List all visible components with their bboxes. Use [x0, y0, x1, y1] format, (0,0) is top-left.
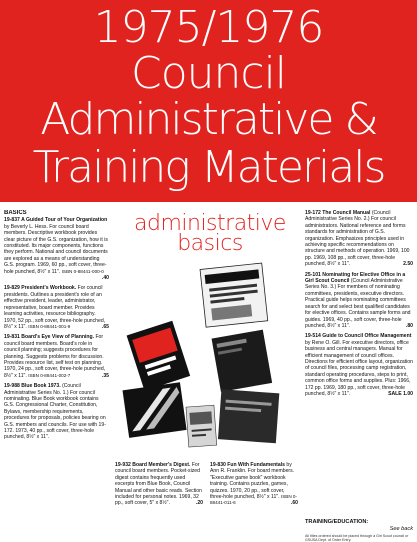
footnote: All titles ordered should be placed through a Girl Scout council or GSUSA Dept. of Order Entry.	[305, 534, 409, 542]
basics-title-line2: basics	[177, 231, 243, 256]
list-item	[305, 272, 413, 330]
section-heading: BASICS	[4, 210, 27, 216]
header-training: Training Materials	[32, 142, 385, 193]
list-item	[4, 334, 109, 379]
basics-title-line1: administrative	[134, 211, 286, 236]
middle-column	[115, 210, 300, 540]
entry-body: by Rene O. Gill. For executive directors, office business and central managers. Manual for efficient management of council offices. Directions for efficient office layout, organization of council files, processing camp registration, standard operating procedures, steps to print, common office forms and supplies. Plus: 1966, 172 pp. 1969, 180 pp., soft cover, three-hole punched, 8½" x 11".	[305, 339, 413, 397]
left-column	[4, 210, 109, 540]
publications-photo	[115, 256, 300, 461]
entry-title: 19-831 Board's Eye View of Planning.	[4, 334, 95, 341]
header-council: Council	[130, 48, 287, 99]
middle-listings	[115, 462, 300, 540]
entry-price: .35	[101, 372, 109, 379]
entry-body: (Council Administrative Series No. 3.) For members of nominating committees, presidents, executive directors. Practical guide helps nominating committees search for and select best qualified candidates for elective offices. Contains sample forms and guides. 1969, 40 pp., soft cover, three-hole punched, 8½" x 11".	[305, 278, 411, 329]
entry-body: (Council Administrative Series No. 2.) For council administrators. National reference and forms standards for administration of G.S. organization. Emphasizes principles used in achieving specific recommendations on structure and methods of operation. 1969, 100 pp. 1969, 108 pp., soft cover, three-hole punched, 8½" x 11".	[305, 210, 410, 268]
entry-body: (Council Administrative Series No. 1.) For council nominating. Blue Book workbook contains G.S. Congressional Charter, Constitution, Bylaws, membership requirements, procedures for proposals, policies bearing on G.S. members and councils. For use with 19-172. 1973, 40 pp., soft cover, three-hole punched, 8½" x 11".	[4, 383, 106, 441]
entry-body: For council board members. Pocket-sized digest contains frequently used excerpts from Blue Book, Council Manual and other basic reads. Section included for personal notes. 1969, 32 pp., soft cover, 5" x 8½".	[115, 462, 202, 507]
entry-title: 19-830 Fun With Fundamentals	[210, 462, 285, 468]
entry-price: .20	[195, 500, 203, 507]
entry-body: by Beverly L. Hess. For council board members. Descriptive workbook provides clear picture of the G.S. organization, how it is constituted. Its major components, functions they perform. National and council documents are explored as a means of understanding G.S. program. 1969, 60 pp., soft cover, three-hole punched, 8½" x 11".	[4, 223, 108, 275]
entry-code: ISBN 0-88441-000-0	[61, 268, 104, 274]
entry-title: 19-837 A Guided Tour of Your Organization	[4, 217, 108, 224]
header-year: 1975/1976	[93, 2, 324, 53]
entry-title: 19-932 Board Member's Digest.	[115, 462, 191, 468]
header-administrative: Administrative &	[40, 94, 377, 145]
training-note	[305, 519, 413, 532]
list-item	[115, 462, 203, 540]
list-item	[4, 217, 109, 281]
entry-price: .80	[405, 322, 413, 329]
header-banner	[0, 0, 417, 202]
entry-title: 25-101 Nominating for Elective Office in a Girl Scout Council	[305, 271, 406, 285]
entry-code: ISBN 0-88441-011-6	[210, 494, 298, 506]
entry-price: .65	[101, 323, 109, 330]
list-item	[210, 462, 298, 540]
entry-body: by Ann R. Franklin. For board members. "Executive game book" workbook training. Contains puzzles, games, quizzes. 1970, 20 pp., soft cover, three-hole punched, 8½" x 11".	[210, 462, 295, 501]
list-item	[305, 333, 413, 397]
see-back-note: See back	[389, 525, 413, 532]
entry-title: 19-172 The Council Manual	[305, 210, 371, 216]
entry-code: ISBN 0-88441-001-9	[28, 323, 71, 329]
entry-body: For council presidents. Outlines a president's role of an effective president, leader, administrator, representative, board member. Provides learning activities, resource bibliography. 1970, 52 pp., soft cover, three-hole punched, 8½" x 11".	[4, 285, 106, 330]
list-item	[305, 210, 413, 268]
entry-body: For council board members. Board's role in council planning; suggests procedures for planning. Suggests problems for discussion. Provides resource list, self test on planning. 1970, 24 pp., soft cover, three-hole punched, 8½" x 11".	[4, 334, 106, 379]
entry-price: SALE 1.00	[388, 390, 413, 397]
list-item	[4, 383, 109, 441]
entry-title: 19-514 Guide to Council Office Management	[305, 333, 412, 340]
training-label: TRAINING/EDUCATION:	[305, 519, 369, 525]
entry-title: 19-988 Blue Book 1973.	[4, 383, 61, 390]
right-column	[305, 210, 413, 540]
list-item	[4, 285, 109, 330]
entry-title: 19-829 President's Workbook.	[4, 285, 77, 292]
entry-price: .40	[101, 275, 109, 282]
entry-price: .60	[290, 500, 298, 507]
entry-price: 2.50	[403, 261, 413, 268]
entry-code: ISBN 0-88441-002-7	[28, 372, 71, 378]
basics-title	[125, 211, 295, 256]
